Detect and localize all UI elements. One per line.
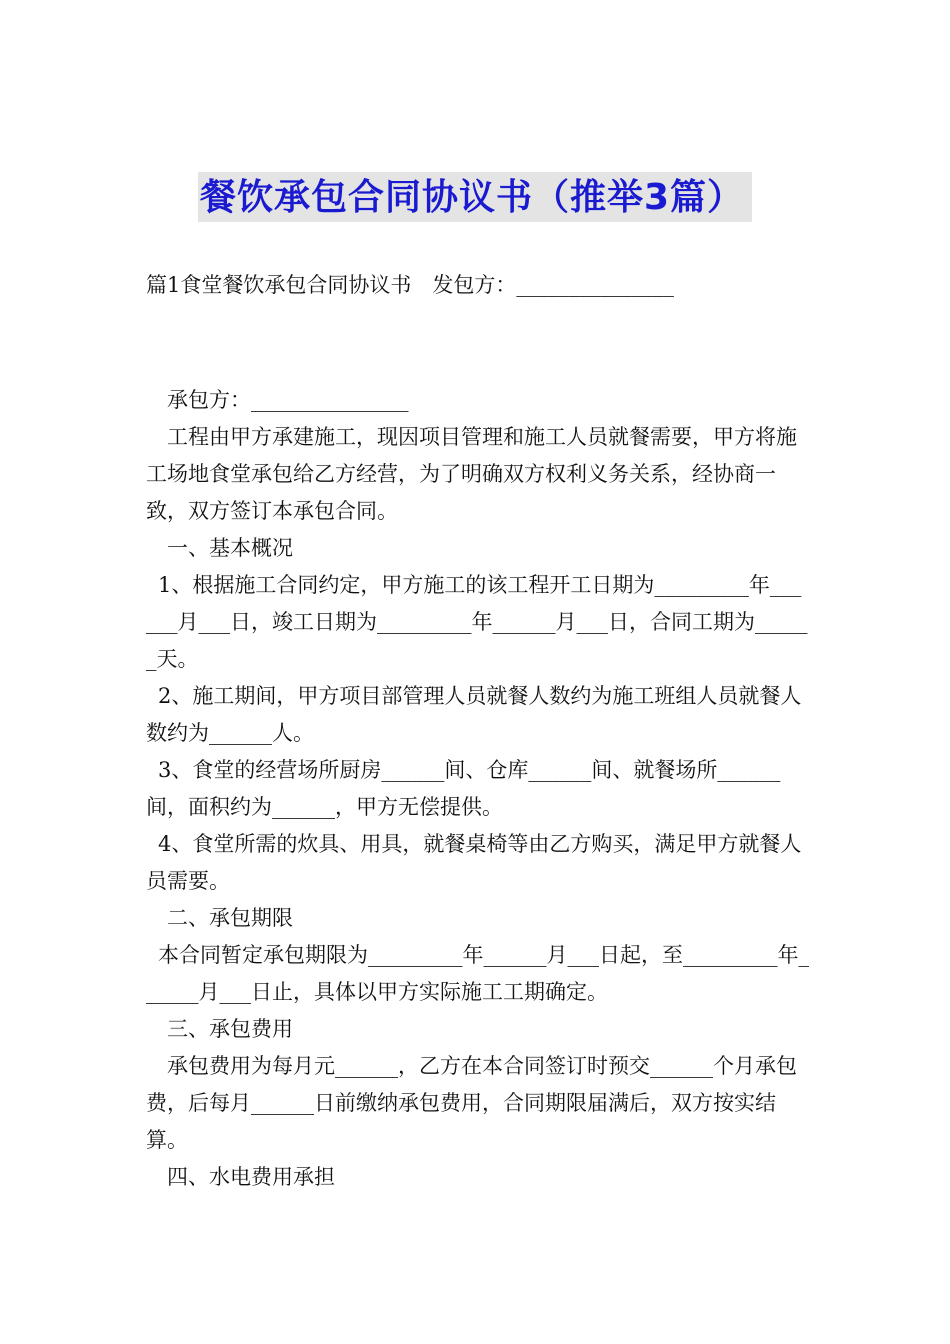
heading-contract-period: 二、承包期限 [167,906,293,930]
heading-basic-overview: 一、基本概况 [167,536,293,560]
clause-3: 3、食堂的经营场所厨房______间、仓库______间、就餐场所______间，面积约为______，甲方无偿提供。 [146,758,781,819]
clause-4: 4、食堂所需的炊具、用具，就餐桌椅等由乙方购买，满足甲方就餐人员需要。 [146,832,802,893]
document-body [146,267,810,1196]
contract-fees-paragraph: 承包费用为每月元______，乙方在本合同签订时预交______个月承包费，后每月______日前缴纳承包费用，合同期限届满后，双方按实结算。 [146,1054,797,1152]
contract-period-paragraph: 本合同暂定承包期限为_________年______月___日起，至_________年______月___日止，具体以甲方实际施工工期确定。 [146,943,809,1004]
clause-2: 2、施工期间，甲方项目部管理人员就餐人数约为施工班组人员就餐人数约为______人。 [146,684,802,745]
heading-utilities: 四、水电费用承担 [167,1165,335,1189]
contractor-line: 承包方：_______________ [167,388,409,412]
intro-paragraph: 工程由甲方承建施工，现因项目管理和施工人员就餐需要，甲方将施工场地食堂承包给乙方经营，为了明确双方权利义务关系，经协商一致，双方签订本承包合同。 [146,425,797,523]
heading-contract-fees: 三、承包费用 [167,1017,293,1041]
title-container [0,172,950,222]
clause-1: 1、根据施工合同约定，甲方施工的该工程开工日期为_________年______月___日，竣工日期为_________年______月___日，合同工期为______天。 [146,573,808,671]
document-title: 餐饮承包合同协议书（推举3篇） [198,172,752,222]
section-header-line: 篇1食堂餐饮承包合同协议书 发包方：_______________ [146,273,674,297]
